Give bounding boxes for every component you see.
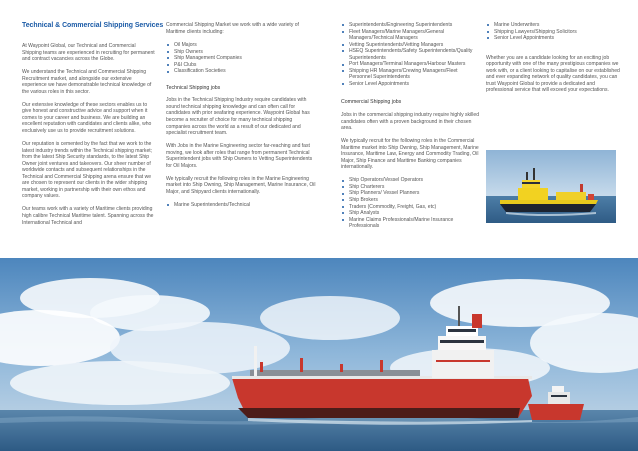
- page-title: Technical & Commercial Shipping Services: [22, 22, 164, 29]
- column-technical: [166, 22, 316, 209]
- list-item: Shipping HR Managers/Crewing Managers/Fleet Personnel Superintendents: [341, 68, 481, 81]
- paragraph: Jobs in the commercial shipping industry require highly skilled candidates often with a proven background in their chosen area.: [341, 112, 480, 132]
- section-heading-technical: Technical Shipping jobs: [166, 84, 221, 91]
- tanker-illustration: [0, 258, 638, 451]
- roles-list-end: [486, 22, 622, 42]
- list-item: Senior Level Appointments: [486, 35, 622, 42]
- list-item: Senior Level Appointments: [341, 81, 481, 88]
- list-item: Marine Superintendents/Technical: [166, 202, 316, 209]
- list-item: Ship Analysts: [341, 210, 481, 217]
- column-commercial: [341, 22, 481, 230]
- list-item: Ship Operators/Vessel Operators: [341, 177, 481, 184]
- paragraph: At Waypoint Global, our Technical and Commercial Shipping teams are experienced in recruiting for permanent and contract vacancies across the Globe.: [22, 43, 155, 63]
- paragraph: With Jobs in the Marine Engineering sector far-reaching and fast moving, we look after roles that range from permanent Technical Superintendent jobs with Ship Owners to Vetting Superintendents for Oil Majors.: [166, 143, 313, 169]
- list-item: Marine Claims Professionals/Marine Insurance Professionals: [341, 217, 481, 230]
- offshore-vessel-illustration: [486, 150, 616, 223]
- list-item: Ship Brokers: [341, 197, 481, 204]
- list-item: Ship Owners: [166, 49, 316, 56]
- list-item: Traders (Commodity, Freight, Gas, etc): [341, 204, 481, 211]
- list-item: Shipping Lawyers/Shipping Solicitors: [486, 29, 622, 36]
- list-item: Marine Underwriters: [486, 22, 622, 29]
- column-intro: [22, 22, 164, 233]
- roles-list-continued: [341, 22, 481, 87]
- list-item: Fleet Managers/Marine Managers/General Managers/Technical Managers: [341, 29, 481, 42]
- paragraph: Our teams work with a variety of Maritime clients providing high calibre Technical Maritime talent. Spanning across the International Technical and: [22, 206, 154, 226]
- list-item: P&I Clubs: [166, 62, 316, 69]
- list-item: Ship Planners/ Vessel Planners: [341, 190, 481, 197]
- list-item: Classification Societies: [166, 68, 316, 75]
- paragraph: Our extensive knowledge of these sectors enables us to give honest and constructive advice and support when it comes to your career and business. We are building an excellent reputation with candidates and clients alike, who exclusively use us to provide recruitment solutions.: [22, 101, 152, 135]
- list-item: Port Managers/Terminal Managers/Harbour Masters: [341, 61, 481, 68]
- paragraph: Commercial Shipping Market we work with a wide variety of Maritime clients including:: [166, 22, 299, 35]
- paragraph: We typically recruit the following roles in the Marine Engineering market into Ship Owning, Ship Management, Marine Insurance, Oil Major, and Shipyard clients internationally.: [166, 175, 316, 195]
- paragraph: We understand the Technical and Commercial Shipping Recruitment market, and alongside our extensive experience we have demonstrable technical knowledge of the various roles in this sector.: [22, 69, 152, 95]
- list-item: Ship Management Companies: [166, 55, 316, 62]
- commercial-roles-list: [341, 177, 481, 229]
- paragraph: Our reputation is cemented by the fact that we work to the latest industry trends within the Technical shipping market; from the latest Ship Security standards, to the latest Ship Owner joint ventures and takeovers. Our sheer number of worldwide contacts and subsequent relationships in the Technical and Commercial Shipping arena ensure that we are chosen to represent our clients in the wider shipping market, working in partnership with their own ethos and company values.: [22, 141, 153, 200]
- list-item: Oil Majors: [166, 42, 316, 49]
- list-item: Vetting Superintendents/Vetting Managers: [341, 42, 481, 49]
- list-item: Ship Charterers: [341, 184, 481, 191]
- column-closing: [486, 22, 622, 100]
- closing-paragraph: Whether you are a candidate looking for an exciting job opportunity with one of the many prestigious companies we work with, or a client looking to capitalise on our established and ever expanding network of quality candidates, you can trust Waypoint Global to provide a dedicated and professional service that will exceed your expectations.: [486, 54, 620, 94]
- offshore-vessel-photo: [486, 150, 616, 223]
- section-heading-commercial: Commercial Shipping jobs: [341, 99, 402, 106]
- paragraph: Jobs in the Technical Shipping Industry require candidates with sound technical shipping knowledge and can often call for candidates with prior seafaring experience. Waypoint Global has become a recruiter of choice for many technical shipping companies across the world as a result of our dedicated and specialist recruitment team.: [166, 97, 310, 137]
- roles-list: [166, 202, 316, 209]
- paragraph: We typically recruit for the following roles in the Commercial Maritime market into Ship Owning, Ship Management, Marine Insurance, Maritime Law, Energy and Commodity Trading, Oil Major, Ship Finance and Maritime Banking companies internationally.: [341, 138, 479, 171]
- list-item: Superintendents/Engineering Superintendents: [341, 22, 481, 29]
- clients-list: [166, 42, 316, 75]
- tanker-banner-photo: [0, 258, 638, 451]
- list-item: HSEQ Superintendents/Safety Superintendents/Quality Superintendents: [341, 48, 481, 61]
